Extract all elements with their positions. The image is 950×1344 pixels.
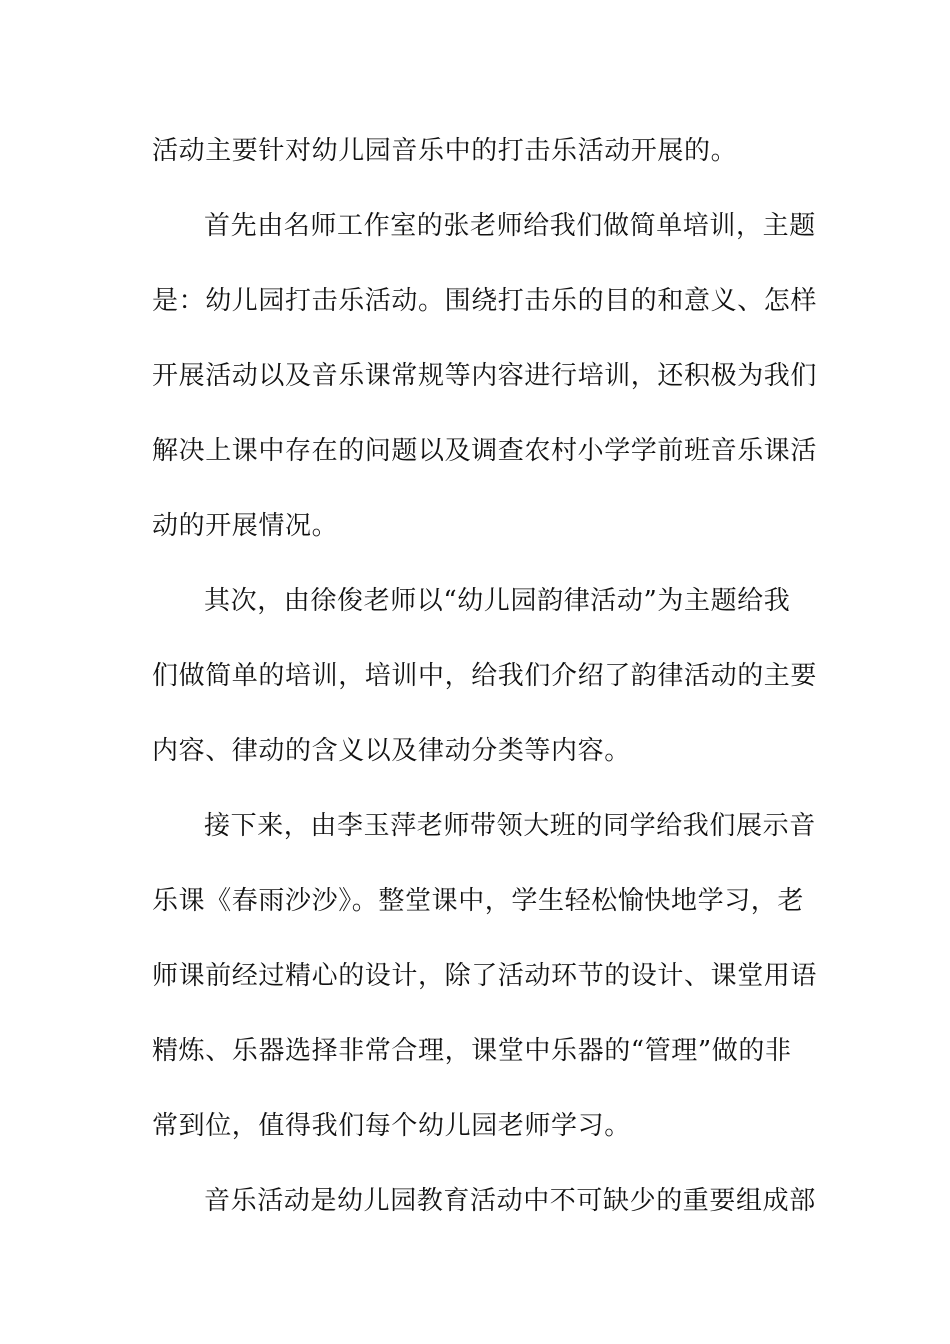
text-line: 们做简单的培训，培训中，给我们介绍了韵律活动的主要 xyxy=(152,661,818,691)
text-line: 是：幼儿园打击乐活动。围绕打击乐的目的和意义、怎样 xyxy=(152,286,818,316)
text-line: 常到位，值得我们每个幼儿园老师学习。 xyxy=(152,1111,631,1141)
text-line: 精炼、乐器选择非常合理，课堂中乐器的“管理”做的非 xyxy=(152,1036,792,1066)
text-line: 活动主要针对幼儿园音乐中的打击乐活动开展的。 xyxy=(152,136,738,166)
text-line: 动的开展情况。 xyxy=(152,511,339,541)
document-body xyxy=(152,128,818,1253)
text-line: 解决上课中存在的问题以及调查农村小学学前班音乐课活 xyxy=(152,436,818,466)
text-line: 内容、律动的含义以及律动分类等内容。 xyxy=(152,736,631,766)
text-line: 师课前经过精心的设计，除了活动环节的设计、课堂用语 xyxy=(152,961,818,991)
text-line: 乐课《春雨沙沙》。整堂课中，学生轻松愉快地学习，老 xyxy=(152,886,805,916)
paragraph-start-line: 首先由名师工作室的张老师给我们做简单培训，主题 xyxy=(204,211,816,241)
paragraph-start-line: 音乐活动是幼儿园教育活动中不可缺少的重要组成部 xyxy=(204,1186,816,1216)
text-line: 开展活动以及音乐课常规等内容进行培训，还积极为我们 xyxy=(152,361,818,391)
paragraph-start-line: 接下来，由李玉萍老师带领大班的同学给我们展示音 xyxy=(204,811,816,841)
paragraph-start-line: 其次，由徐俊老师以“幼儿园韵律活动”为主题给我 xyxy=(204,586,791,616)
